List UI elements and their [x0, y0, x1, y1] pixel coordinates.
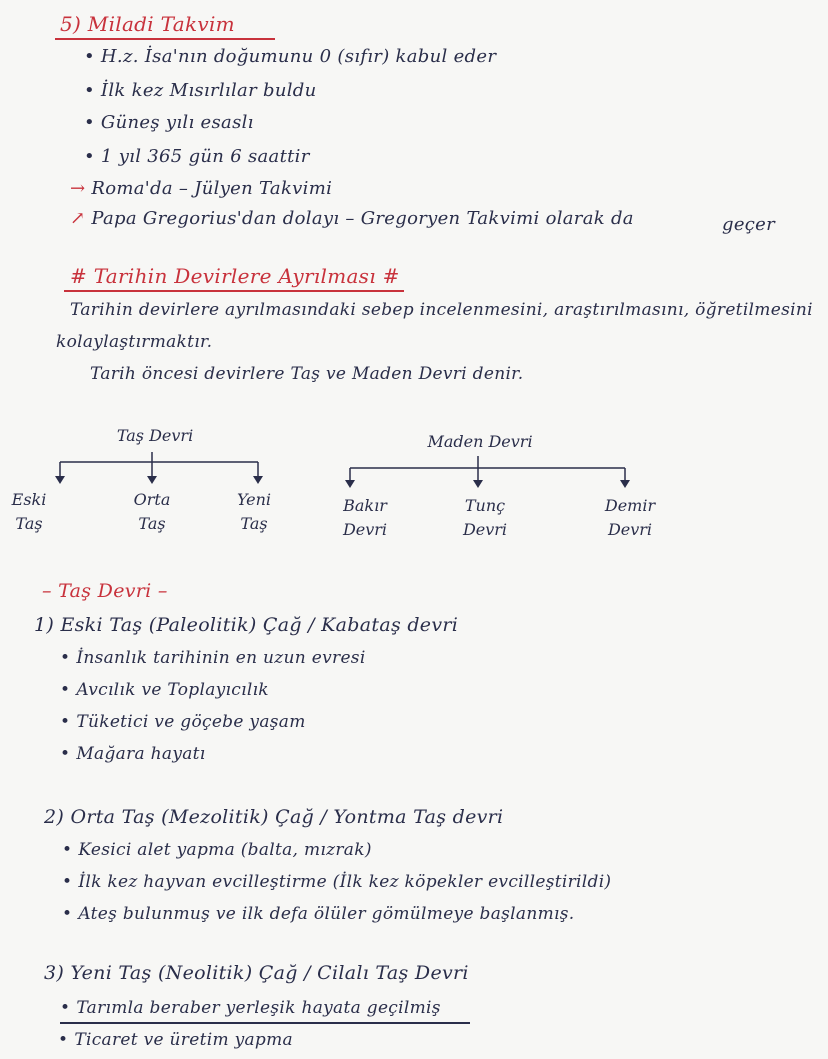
list-item: • Güneş yılı esaslı	[84, 112, 254, 133]
arrow-icon: →	[70, 178, 86, 199]
paragraph: kolaylaştırmaktır.	[56, 332, 213, 352]
arrow-item-text: Roma'da – Jülyen Takvimi	[91, 178, 333, 199]
paragraph: Tarih öncesi devirlere Taş ve Maden Devri denir.	[90, 364, 524, 384]
tree-leaf: Yeni Taş	[236, 490, 272, 533]
tree-leaf: Bakır Devri	[342, 496, 388, 539]
item-underline	[60, 1022, 470, 1024]
tree-leaf: Orta Taş	[133, 490, 171, 533]
section-heading-devirler: # Tarihin Devirlere Ayrılması #	[70, 264, 400, 288]
tree-root-maden: Maden Devri	[427, 432, 533, 451]
list-item: • İlk kez Mısırlılar buldu	[84, 80, 316, 101]
period-title: 3) Yeni Taş (Neolitik) Çağ / Cilalı Taş Devri	[44, 962, 469, 984]
list-item: • 1 yıl 365 gün 6 saattir	[84, 146, 310, 167]
tree-leaf: Tunç Devri	[462, 496, 508, 539]
paragraph: Tarihin devirlere ayrılmasındaki sebep incelenmesini, araştırılmasını, öğretilmesini	[70, 300, 813, 320]
list-item: • Avcılık ve Toplayıcılık	[60, 680, 269, 700]
arrow-item-continuation: geçer	[722, 214, 776, 235]
tree-leaf: Eski Taş	[11, 490, 47, 533]
list-item: • Kesici alet yapma (balta, mızrak)	[62, 840, 372, 860]
tree-leaf: Demir Devri	[604, 496, 656, 539]
list-item: • Ticaret ve üretim yapma	[58, 1030, 293, 1050]
period-title: 1) Eski Taş (Paleolitik) Çağ / Kabataş devri	[34, 614, 459, 636]
list-item: • İnsanlık tarihinin en uzun evresi	[60, 648, 366, 668]
arrow-item-text: Papa Gregorius'dan dolayı – Gregoryen Takvimi olarak da	[91, 208, 634, 229]
period-title: 2) Orta Taş (Mezolitik) Çağ / Yontma Taş devri	[44, 806, 504, 828]
list-item: • Tüketici ve göçebe yaşam	[60, 712, 306, 732]
list-item: • Ateş bulunmuş ve ilk defa ölüler gömülmeye başlanmış.	[62, 904, 574, 924]
tree-root-tas: Taş Devri	[116, 426, 194, 445]
list-item: • H.z. İsa'nın doğumunu 0 (sıfır) kabul eder	[84, 46, 496, 67]
arrow-icon: ↗	[70, 208, 86, 229]
section-heading-miladi: 5) Miladi Takvim	[60, 12, 235, 36]
list-item: • İlk kez hayvan evcilleştirme (İlk kez köpekler evcilleştirildi)	[62, 872, 611, 892]
list-item: • Tarımla beraber yerleşik hayata geçilmiş	[60, 998, 441, 1018]
section-heading-tas-devri: – Taş Devri –	[42, 580, 168, 602]
list-item: • Mağara hayatı	[60, 744, 206, 764]
